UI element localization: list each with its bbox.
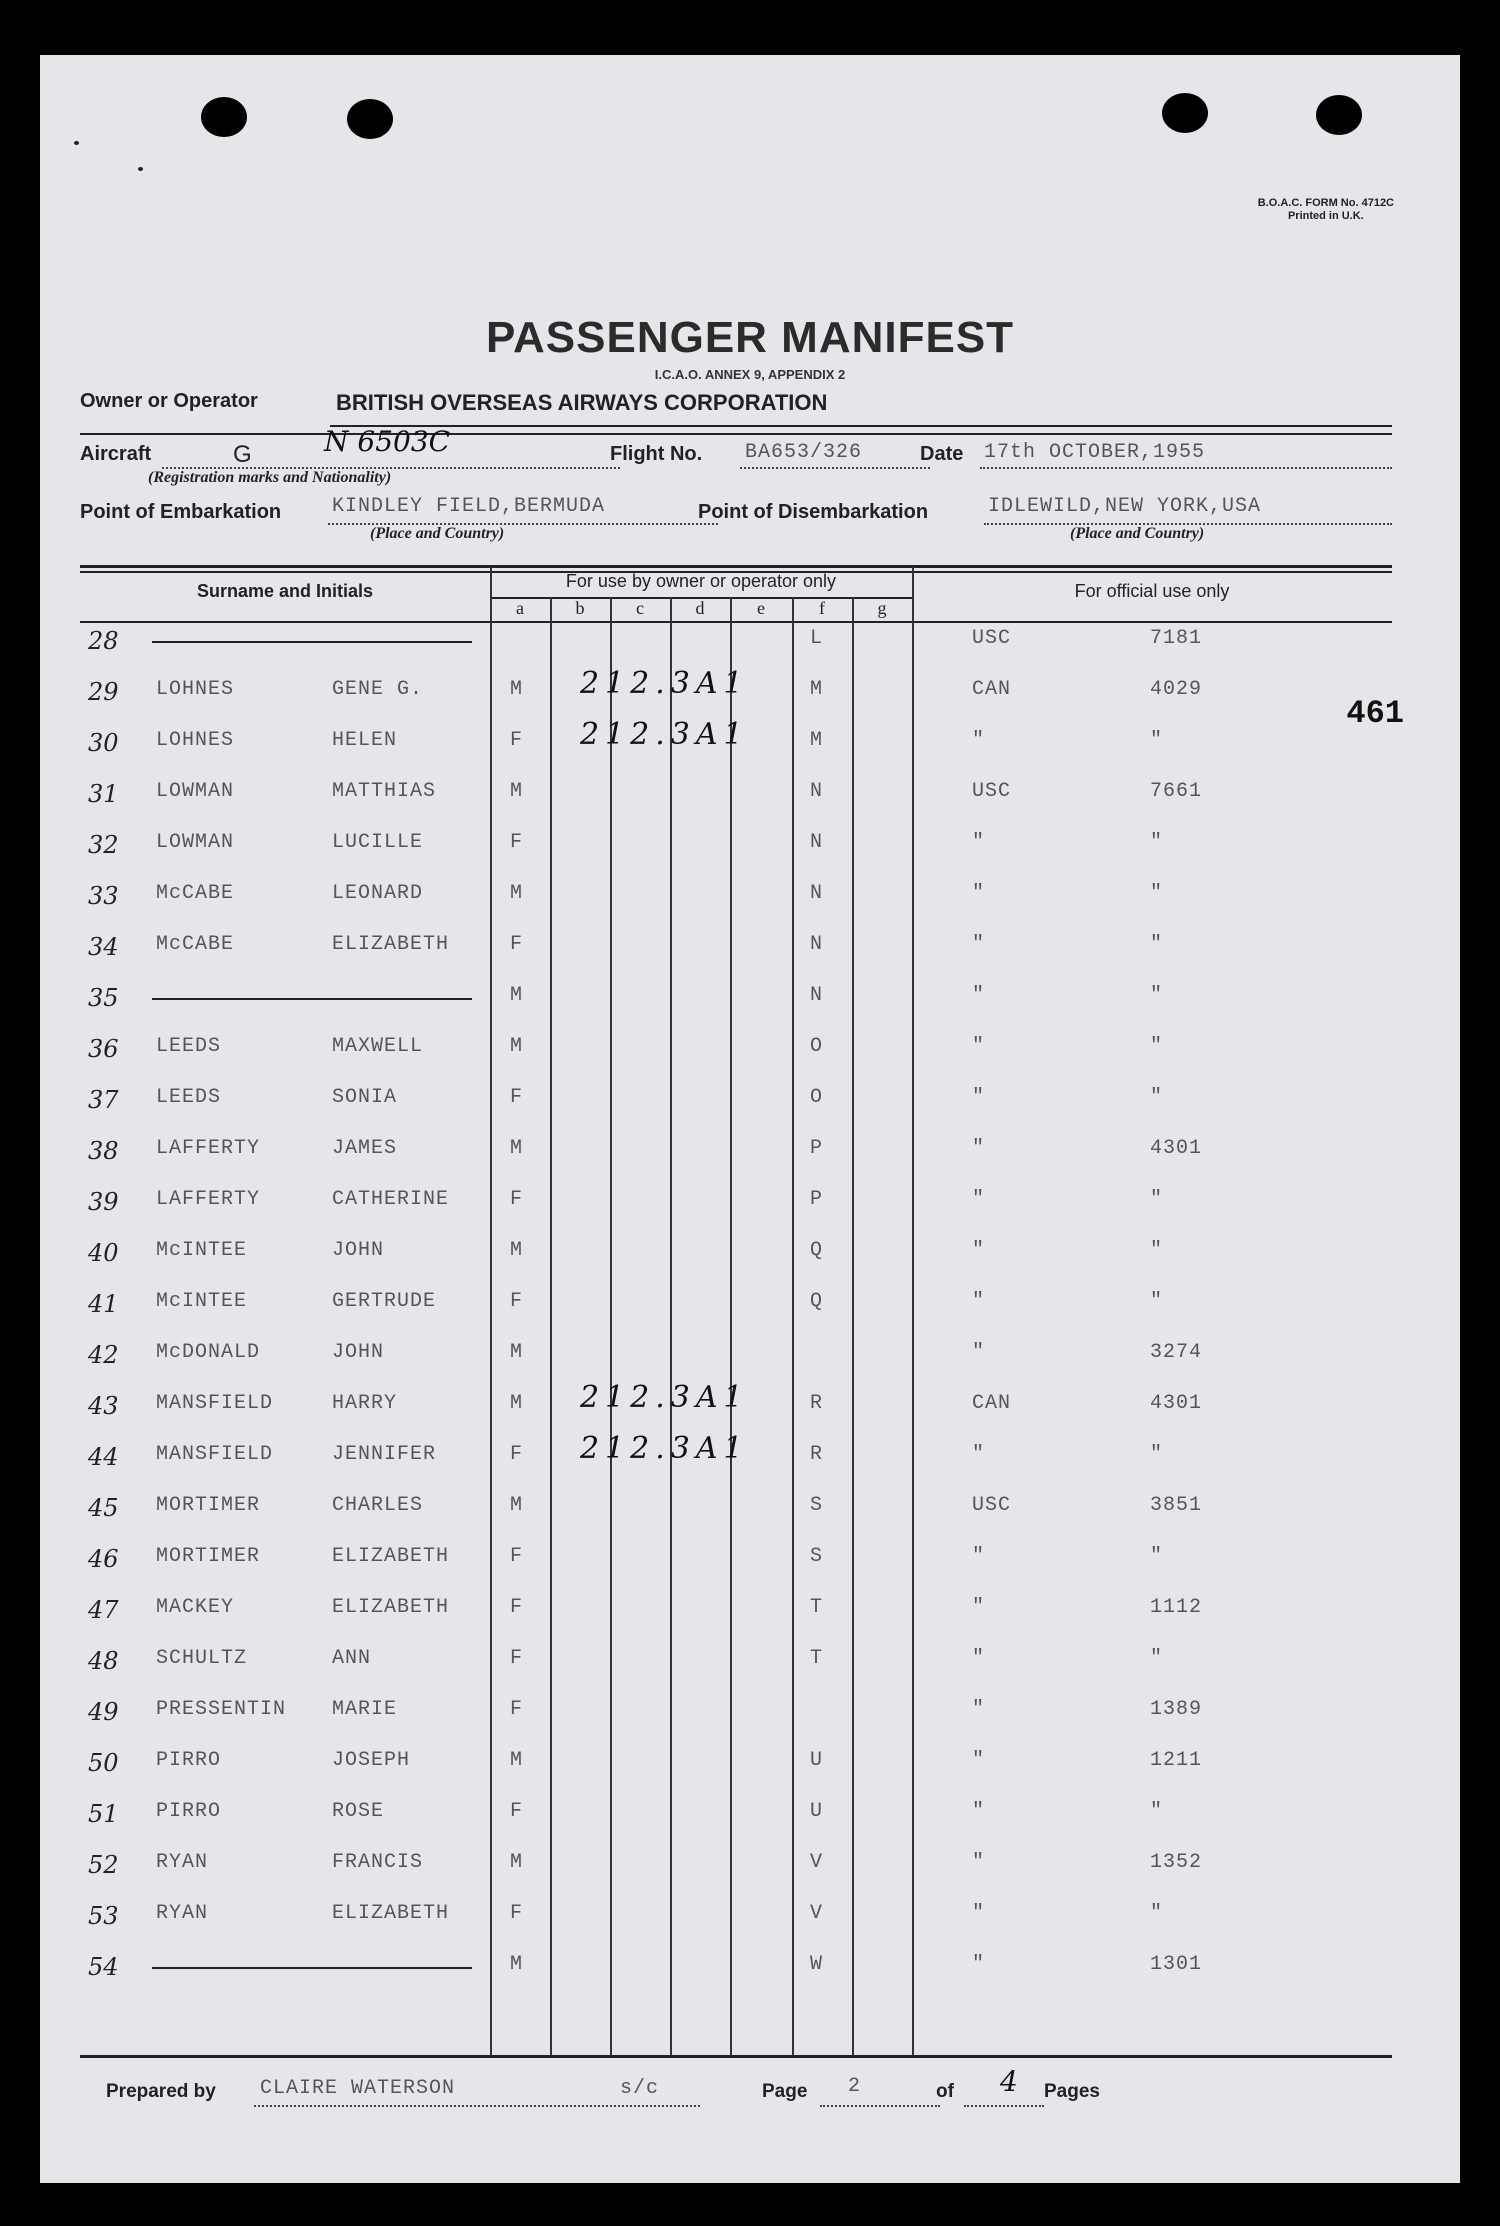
- surname-cell: RYAN: [156, 1851, 209, 1874]
- code-cell: ": [1150, 831, 1164, 854]
- surname-cell: MORTIMER: [156, 1545, 261, 1568]
- surname-cell: MANSFIELD: [156, 1443, 274, 1466]
- owner-label: Owner or Operator: [80, 390, 258, 412]
- row-number: 40: [88, 1239, 119, 1267]
- row-number: 38: [88, 1137, 119, 1165]
- row-number: 48: [88, 1647, 119, 1675]
- code-cell: ": [1150, 933, 1164, 956]
- rule: [330, 425, 1392, 427]
- table-row: [40, 882, 1460, 933]
- stamped-page-number: 461: [1346, 695, 1404, 732]
- dotted-rule: [980, 467, 1392, 469]
- col-f-cell: V: [810, 1851, 824, 1874]
- col-f-cell: N: [810, 882, 824, 905]
- code-cell: ": [1150, 729, 1164, 752]
- code-cell: 4029: [1150, 678, 1203, 701]
- given-name-cell: JOSEPH: [332, 1749, 411, 1772]
- table-row: [40, 1596, 1460, 1647]
- given-name-cell: MARIE: [332, 1698, 398, 1721]
- country-cell: ": [972, 984, 986, 1007]
- sex-cell: F: [510, 1443, 524, 1466]
- surname-cell: MANSFIELD: [156, 1392, 274, 1415]
- country-cell: ": [972, 1902, 986, 1925]
- surname-cell: MORTIMER: [156, 1494, 261, 1517]
- given-name-cell: CATHERINE: [332, 1188, 450, 1211]
- country-cell: ": [972, 1749, 986, 1772]
- code-cell: 1301: [1150, 1953, 1203, 1976]
- sex-cell: M: [510, 1137, 524, 1160]
- struck-line: [152, 641, 472, 643]
- country-cell: ": [972, 1137, 986, 1160]
- table-row: [40, 1341, 1460, 1392]
- country-cell: ": [972, 933, 986, 956]
- table-bottom-rule: [80, 2055, 1392, 2058]
- sex-cell: M: [510, 1851, 524, 1874]
- col-f-cell: O: [810, 1086, 824, 1109]
- code-cell: ": [1150, 1086, 1164, 1109]
- country-cell: CAN: [972, 1392, 1012, 1415]
- surname-cell: PIRRO: [156, 1749, 222, 1772]
- surname-cell: LAFFERTY: [156, 1137, 261, 1160]
- sex-cell: F: [510, 933, 524, 956]
- table-row: [40, 1239, 1460, 1290]
- col-f-cell: U: [810, 1749, 824, 1772]
- col-letter-f: f: [819, 598, 825, 618]
- col-f-cell: P: [810, 1137, 824, 1160]
- row-number: 35: [88, 984, 119, 1012]
- code-cell: 3851: [1150, 1494, 1203, 1517]
- code-cell: ": [1150, 1035, 1164, 1058]
- table-row: [40, 1086, 1460, 1137]
- col-header-official: For official use only: [1074, 581, 1230, 601]
- country-cell: ": [972, 1851, 986, 1874]
- code-cell: ": [1150, 1902, 1164, 1925]
- col-f-cell: V: [810, 1902, 824, 1925]
- row-number: 47: [88, 1596, 119, 1624]
- page-value: 2: [848, 2075, 862, 2098]
- sex-cell: F: [510, 1647, 524, 1670]
- code-cell: ": [1150, 1239, 1164, 1262]
- code-cell: 4301: [1150, 1137, 1203, 1160]
- sex-cell: F: [510, 1902, 524, 1925]
- col-f-cell: R: [810, 1392, 824, 1415]
- surname-cell: McINTEE: [156, 1290, 248, 1313]
- table-row: [40, 1137, 1460, 1188]
- col-f-cell: Q: [810, 1290, 824, 1313]
- row-number: 32: [88, 831, 119, 859]
- row-number: 37: [88, 1086, 119, 1114]
- row-number: 30: [88, 729, 119, 757]
- row-number: 31: [88, 780, 119, 808]
- code-cell: ": [1150, 882, 1164, 905]
- table-row: [40, 1431, 1460, 1494]
- country-cell: ": [972, 1596, 986, 1619]
- col-letter-a: a: [516, 598, 524, 618]
- surname-cell: McCABE: [156, 882, 235, 905]
- col-f-cell: N: [810, 831, 824, 854]
- surname-cell: LOWMAN: [156, 780, 235, 803]
- surname-cell: PIRRO: [156, 1800, 222, 1823]
- surname-cell: LEEDS: [156, 1035, 222, 1058]
- punch-hole: [1162, 93, 1208, 133]
- disembarkation-label: Point of Disembarkation: [698, 501, 929, 523]
- table-row: [40, 1545, 1460, 1596]
- sex-cell: M: [510, 1392, 524, 1415]
- row-number: 49: [88, 1698, 119, 1726]
- given-name-cell: HARRY: [332, 1392, 398, 1415]
- given-name-cell: ELIZABETH: [332, 933, 450, 956]
- surname-cell: LOHNES: [156, 729, 235, 752]
- disembarkation-note: (Place and Country): [1070, 525, 1205, 542]
- code-cell: ": [1150, 1647, 1164, 1670]
- sex-cell: F: [510, 1596, 524, 1619]
- sex-cell: F: [510, 1290, 524, 1313]
- row-number: 44: [88, 1443, 119, 1471]
- handwritten-code: 212.3A1: [580, 666, 749, 701]
- given-name-cell: MATTHIAS: [332, 780, 437, 803]
- country-cell: ": [972, 1188, 986, 1211]
- row-number: 29: [88, 678, 119, 706]
- row-number: 36: [88, 1035, 119, 1063]
- table-row: [40, 1902, 1460, 1953]
- form-number-line: B.O.A.C. FORM No. 4712C: [1257, 197, 1394, 209]
- given-name-cell: ROSE: [332, 1800, 385, 1823]
- surname-cell: McDONALD: [156, 1341, 261, 1364]
- dotted-rule: [254, 2105, 700, 2107]
- surname-cell: SCHULTZ: [156, 1647, 248, 1670]
- country-cell: ": [972, 831, 986, 854]
- code-cell: ": [1150, 1800, 1164, 1823]
- aircraft-handwritten: N 6503C: [324, 425, 451, 458]
- given-name-cell: GERTRUDE: [332, 1290, 437, 1313]
- surname-cell: McINTEE: [156, 1239, 248, 1262]
- table-row: [40, 831, 1460, 882]
- given-name-cell: SONIA: [332, 1086, 398, 1109]
- code-cell: 1112: [1150, 1596, 1203, 1619]
- given-name-cell: ANN: [332, 1647, 372, 1670]
- sex-cell: M: [510, 1239, 524, 1262]
- sex-cell: F: [510, 1800, 524, 1823]
- row-number: 43: [88, 1392, 119, 1420]
- code-cell: 4301: [1150, 1392, 1203, 1415]
- table-row: [40, 984, 1460, 1035]
- handwritten-code: 212.3A1: [580, 1380, 749, 1415]
- col-f-cell: T: [810, 1647, 824, 1670]
- col-f-cell: M: [810, 678, 824, 701]
- given-name-cell: ELIZABETH: [332, 1596, 450, 1619]
- col-letter-g: g: [877, 598, 887, 618]
- table-row: [40, 1035, 1460, 1086]
- sex-cell: M: [510, 1494, 524, 1517]
- given-name-cell: JOHN: [332, 1239, 385, 1262]
- col-header-surname: Surname and Initials: [196, 581, 374, 601]
- col-f-cell: S: [810, 1545, 824, 1568]
- page-title: PASSENGER MANIFEST: [485, 313, 1015, 362]
- country-cell: ": [972, 1239, 986, 1262]
- sex-cell: F: [510, 1188, 524, 1211]
- prepared-by-label: Prepared by: [106, 2081, 216, 2102]
- surname-cell: LOWMAN: [156, 831, 235, 854]
- punch-hole: [1316, 95, 1362, 135]
- col-f-cell: S: [810, 1494, 824, 1517]
- col-f-cell: L: [810, 627, 824, 650]
- table-row: [40, 1647, 1460, 1698]
- sex-cell: M: [510, 1749, 524, 1772]
- row-number: 46: [88, 1545, 119, 1573]
- code-cell: 1211: [1150, 1749, 1203, 1772]
- row-number: 53: [88, 1902, 119, 1930]
- table-header-rule: [80, 621, 1392, 623]
- code-cell: ": [1150, 1188, 1164, 1211]
- dotted-rule: [964, 2105, 1044, 2107]
- date-value: 17th OCTOBER,1955: [984, 441, 1206, 464]
- code-cell: 7181: [1150, 627, 1203, 650]
- sex-cell: M: [510, 780, 524, 803]
- row-number: 39: [88, 1188, 119, 1216]
- owner-value: BRITISH OVERSEAS AIRWAYS CORPORATION: [336, 390, 828, 415]
- table-row: [40, 717, 1460, 780]
- row-number: 28: [88, 627, 119, 655]
- embarkation-note: (Place and Country): [370, 525, 505, 542]
- col-f-cell: U: [810, 1800, 824, 1823]
- table-row: [40, 1953, 1460, 2004]
- country-cell: CAN: [972, 678, 1012, 701]
- surname-cell: LOHNES: [156, 678, 235, 701]
- sex-cell: M: [510, 1953, 524, 1976]
- col-f-cell: R: [810, 1443, 824, 1466]
- manifest-page: [40, 55, 1460, 2183]
- struck-line: [152, 998, 472, 1000]
- given-name-cell: JAMES: [332, 1137, 398, 1160]
- prepared-by-value: CLAIRE WATERSON: [260, 2077, 456, 2100]
- prepared-by-suffix: s/c: [620, 2077, 660, 2100]
- col-f-cell: W: [810, 1953, 824, 1976]
- given-name-cell: FRANCIS: [332, 1851, 424, 1874]
- code-cell: 3274: [1150, 1341, 1203, 1364]
- row-number: 52: [88, 1851, 119, 1879]
- country-cell: USC: [972, 1494, 1012, 1517]
- flight-label: Flight No.: [610, 443, 703, 465]
- col-f-cell: N: [810, 984, 824, 1007]
- disembarkation-value: IDLEWILD,NEW YORK,USA: [988, 495, 1262, 518]
- col-letter-d: d: [695, 598, 705, 618]
- country-cell: ": [972, 1086, 986, 1109]
- rule: [80, 433, 1392, 435]
- code-cell: 7661: [1150, 780, 1203, 803]
- sex-cell: M: [510, 1341, 524, 1364]
- table-row: [40, 666, 1460, 729]
- country-cell: ": [972, 1035, 986, 1058]
- punch-hole: [201, 97, 247, 137]
- table-row: [40, 1188, 1460, 1239]
- handwritten-code: 212.3A1: [580, 1431, 749, 1466]
- speck: [138, 167, 143, 171]
- punch-hole: [347, 99, 393, 139]
- handwritten-code: 212.3A1: [580, 717, 749, 752]
- col-f-cell: M: [810, 729, 824, 752]
- country-cell: USC: [972, 780, 1012, 803]
- code-cell: ": [1150, 1545, 1164, 1568]
- country-cell: ": [972, 1290, 986, 1313]
- table-row: [40, 1290, 1460, 1341]
- sex-cell: F: [510, 1545, 524, 1568]
- form-number: [1258, 197, 1394, 223]
- given-name-cell: CHARLES: [332, 1494, 424, 1517]
- country-cell: ": [972, 1800, 986, 1823]
- of-value: 4: [1000, 2065, 1018, 2098]
- table-row: [40, 1851, 1460, 1902]
- pages-label: Pages: [1044, 2081, 1100, 2102]
- aircraft-value: G: [233, 441, 252, 468]
- col-f-cell: N: [810, 933, 824, 956]
- country-cell: ": [972, 1647, 986, 1670]
- sex-cell: M: [510, 678, 524, 701]
- speck: [74, 141, 79, 145]
- given-name-cell: HELEN: [332, 729, 398, 752]
- country-cell: ": [972, 882, 986, 905]
- table-row: [40, 627, 1460, 678]
- table-row: [40, 780, 1460, 831]
- col-f-cell: O: [810, 1035, 824, 1058]
- row-number: 33: [88, 882, 119, 910]
- struck-line: [152, 1967, 472, 1969]
- given-name-cell: ELIZABETH: [332, 1545, 450, 1568]
- embarkation-label: Point of Embarkation: [80, 501, 282, 523]
- aircraft-label: Aircraft: [80, 443, 152, 465]
- code-cell: 1389: [1150, 1698, 1203, 1721]
- sex-cell: M: [510, 882, 524, 905]
- col-f-cell: T: [810, 1596, 824, 1619]
- given-name-cell: MAXWELL: [332, 1035, 424, 1058]
- code-cell: 1352: [1150, 1851, 1203, 1874]
- code-cell: ": [1150, 1443, 1164, 1466]
- dotted-rule: [740, 467, 930, 469]
- country-cell: ": [972, 1953, 986, 1976]
- page-label: Page: [762, 2081, 808, 2102]
- table-row: [40, 1800, 1460, 1851]
- dotted-rule: [820, 2105, 940, 2107]
- given-name-cell: ELIZABETH: [332, 1902, 450, 1925]
- page-subtitle: I.C.A.O. ANNEX 9, APPENDIX 2: [654, 367, 846, 382]
- surname-cell: RYAN: [156, 1902, 209, 1925]
- surname-cell: McCABE: [156, 933, 235, 956]
- given-name-cell: LUCILLE: [332, 831, 424, 854]
- row-number: 50: [88, 1749, 119, 1777]
- surname-cell: PRESSENTIN: [156, 1698, 287, 1721]
- row-number: 45: [88, 1494, 119, 1522]
- col-header-owner: For use by owner or operator only: [565, 571, 837, 591]
- registration-note: (Registration marks and Nationality): [148, 469, 392, 486]
- date-label: Date: [920, 443, 964, 465]
- flight-value: BA653/326: [745, 441, 863, 464]
- surname-cell: MACKEY: [156, 1596, 235, 1619]
- table-row: [40, 1380, 1460, 1443]
- sex-cell: F: [510, 1086, 524, 1109]
- sex-cell: F: [510, 729, 524, 752]
- country-cell: ": [972, 1545, 986, 1568]
- country-cell: ": [972, 1341, 986, 1364]
- country-cell: USC: [972, 627, 1012, 650]
- row-number: 41: [88, 1290, 119, 1318]
- given-name-cell: JOHN: [332, 1341, 385, 1364]
- sex-cell: F: [510, 831, 524, 854]
- code-cell: ": [1150, 984, 1164, 1007]
- col-f-cell: P: [810, 1188, 824, 1211]
- table-row: [40, 1494, 1460, 1545]
- country-cell: ": [972, 729, 986, 752]
- embarkation-value: KINDLEY FIELD,BERMUDA: [332, 495, 606, 518]
- country-cell: ": [972, 1443, 986, 1466]
- surname-cell: LEEDS: [156, 1086, 222, 1109]
- col-letter-b: b: [575, 598, 585, 618]
- printed-line: Printed in U.K.: [1287, 210, 1364, 222]
- col-letter-c: c: [636, 598, 644, 618]
- row-number: 51: [88, 1800, 119, 1828]
- sex-cell: M: [510, 1035, 524, 1058]
- row-number: 54: [88, 1953, 119, 1981]
- code-cell: ": [1150, 1290, 1164, 1313]
- col-f-cell: Q: [810, 1239, 824, 1262]
- given-name-cell: GENE G.: [332, 678, 424, 701]
- surname-cell: LAFFERTY: [156, 1188, 261, 1211]
- of-label: of: [936, 2081, 954, 2102]
- table-top-rule: [80, 565, 1392, 568]
- sex-cell: M: [510, 984, 524, 1007]
- table-row: [40, 933, 1460, 984]
- row-number: 42: [88, 1341, 119, 1369]
- row-number: 34: [88, 933, 119, 961]
- table-row: [40, 1749, 1460, 1800]
- country-cell: ": [972, 1698, 986, 1721]
- col-f-cell: N: [810, 780, 824, 803]
- given-name-cell: JENNIFER: [332, 1443, 437, 1466]
- sex-cell: F: [510, 1698, 524, 1721]
- col-letter-e: e: [757, 598, 765, 618]
- table-row: [40, 1698, 1460, 1749]
- given-name-cell: LEONARD: [332, 882, 424, 905]
